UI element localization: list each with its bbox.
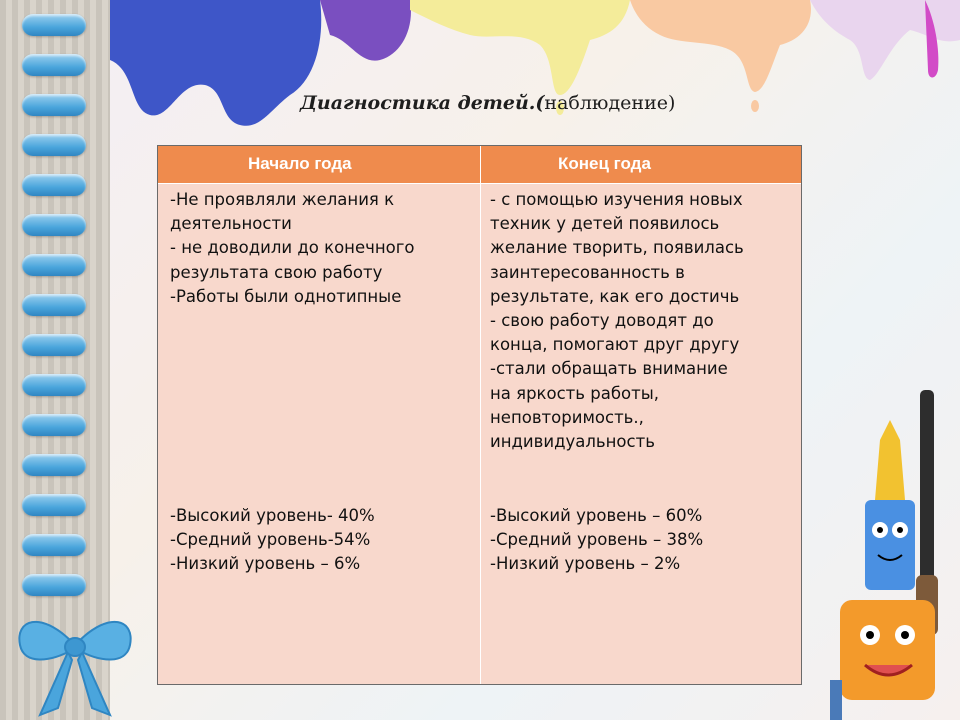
level-line: -Средний уровень-54% xyxy=(170,530,371,550)
note-line: - свою работу доводят до xyxy=(490,311,714,331)
diagnostics-table xyxy=(157,145,802,685)
title-rest-part: наблюдение) xyxy=(544,92,676,114)
ribbon-loop-icon xyxy=(22,374,86,396)
note-line: -стали обращать внимание xyxy=(490,359,728,379)
pencil-character-decoration xyxy=(820,380,960,720)
level-line: -Высокий уровень – 60% xyxy=(490,506,703,525)
ribbon-loop-icon xyxy=(22,174,86,196)
page-title xyxy=(300,92,820,122)
note-line: результате, как его достичь xyxy=(490,286,740,306)
level-line: -Низкий уровень – 2% xyxy=(490,554,681,574)
level-line: -Низкий уровень – 6% xyxy=(170,554,361,574)
column-divider xyxy=(480,146,481,684)
ribbon-bow-icon xyxy=(10,590,140,720)
header-end-of-year: Конец года xyxy=(558,154,651,173)
note-line: неповторимость., xyxy=(490,407,644,427)
note-line: -Не проявляли желания к xyxy=(170,190,395,209)
note-line: техник у детей появилось xyxy=(490,214,720,234)
start-of-year-levels xyxy=(170,504,375,577)
note-line: - не доводили до конечного xyxy=(170,238,415,258)
level-line: -Средний уровень – 38% xyxy=(490,530,704,550)
ribbon-loop-icon xyxy=(22,94,86,116)
note-line: желание творить, появилась xyxy=(490,238,744,258)
ribbon-loop-icon xyxy=(22,134,86,156)
note-line: деятельности xyxy=(170,214,292,234)
header-start-of-year: Начало года xyxy=(248,154,352,173)
note-line: конца, помогают друг другу xyxy=(490,335,740,355)
note-line: результата свою работу xyxy=(170,262,383,282)
ribbon-loop-icon xyxy=(22,14,86,36)
ribbon-loop-icon xyxy=(22,454,86,476)
ribbon-loop-icon xyxy=(22,494,86,516)
end-of-year-notes xyxy=(490,188,796,454)
paint-drips-decoration xyxy=(110,0,960,160)
level-line: -Высокий уровень- 40% xyxy=(170,506,375,525)
title-bold-part: Диагностика детей.( xyxy=(300,92,545,114)
ribbon-loop-icon xyxy=(22,294,86,316)
ribbon-loop-icon xyxy=(22,54,86,76)
note-line: индивидуальность xyxy=(490,432,655,452)
ribbon-loop-icon xyxy=(22,254,86,276)
ribbon-loop-icon xyxy=(22,414,86,436)
ribbon-loop-icon xyxy=(22,534,86,556)
note-line: заинтересованность в xyxy=(490,262,685,282)
ribbon-loop-icon xyxy=(22,334,86,356)
ribbon-loop-icon xyxy=(22,214,86,236)
ribbon-loops xyxy=(22,0,92,640)
note-line: -Работы были однотипные xyxy=(170,286,402,306)
start-of-year-notes xyxy=(170,188,470,309)
end-of-year-levels xyxy=(490,504,703,577)
note-line: - с помощью изучения новых xyxy=(490,190,743,209)
note-line: на яркость работы, xyxy=(490,383,659,403)
